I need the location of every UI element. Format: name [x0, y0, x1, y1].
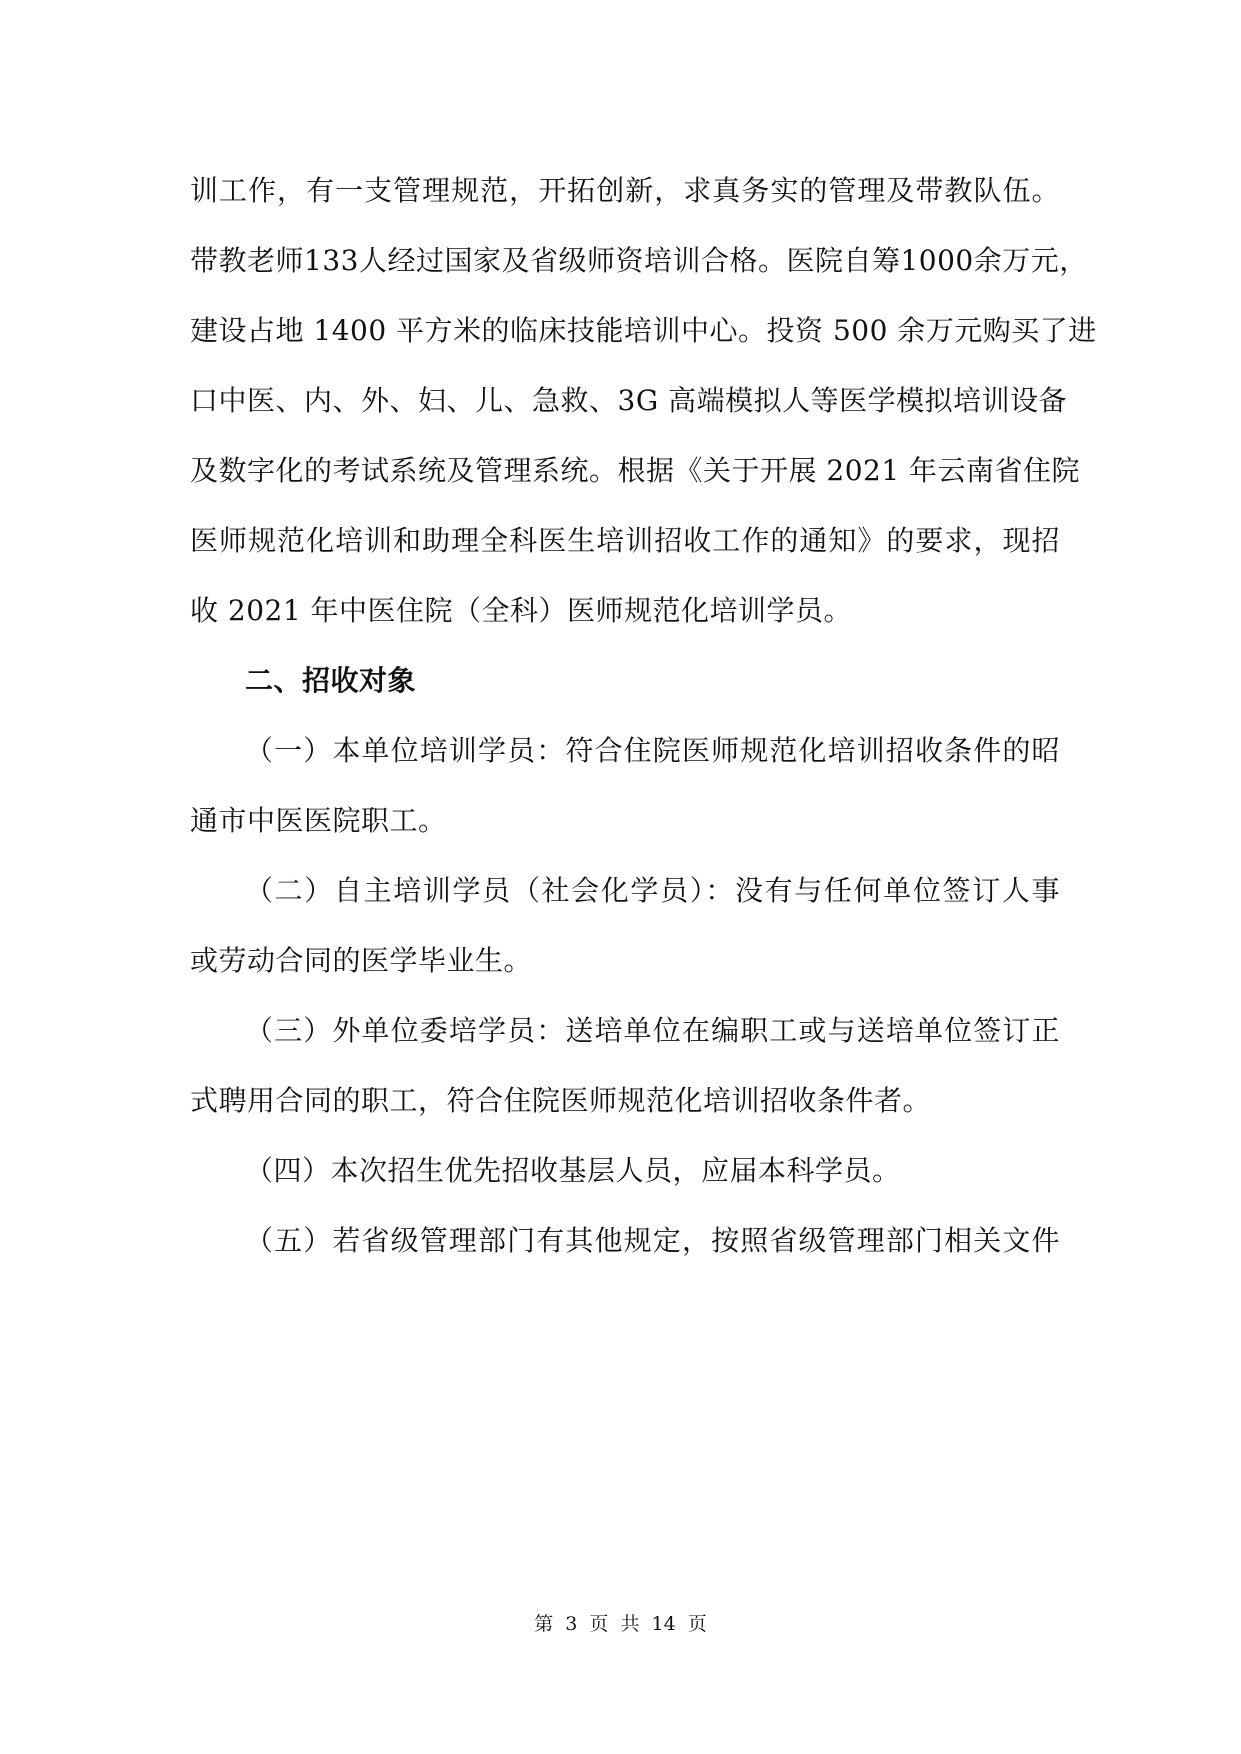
- list-item-line: （一）本单位培训学员：符合住院医师规范化培训招收条件的昭: [245, 734, 1060, 767]
- paragraph-line: 建设占地 1400 平方米的临床技能培训中心。投资 500 余万元购买了进: [190, 314, 1097, 347]
- paragraph-line: 带教老师133人经过国家及省级师资培训合格。医院自筹1000余万元，: [190, 244, 1088, 277]
- section-heading: 二、招收对象: [245, 664, 417, 697]
- paragraph-line: 口中医、内、外、妇、儿、急救、3G 高端模拟人等医学模拟培训设备: [190, 384, 1068, 417]
- list-item-line: （五）若省级管理部门有其他规定，按照省级管理部门相关文件: [245, 1224, 1060, 1257]
- paragraph-line: 医师规范化培训和助理全科医生培训招收工作的通知》的要求，现招: [190, 524, 1060, 557]
- list-item-line: 通市中医医院职工。: [190, 804, 447, 837]
- list-item-line: 或劳动合同的医学毕业生。: [190, 944, 533, 977]
- list-item-line: 式聘用合同的职工，符合住院医师规范化培训招收条件者。: [190, 1084, 932, 1117]
- list-item-line: （三）外单位委培学员：送培单位在编职工或与送培单位签订正: [245, 1014, 1060, 1047]
- list-item-line: （四）本次招生优先招收基层人员，应届本科学员。: [245, 1154, 901, 1187]
- paragraph-line: 及数字化的考试系统及管理系统。根据《关于开展 2021 年云南省住院: [190, 454, 1081, 487]
- paragraph-line: 训工作，有一支管理规范，开拓创新，求真务实的管理及带教队伍。: [190, 174, 1060, 207]
- paragraph-line: 收 2021 年中医住院（全科）医师规范化培训学员。: [190, 594, 853, 627]
- list-item-line: （二）自主培训学员（社会化学员）：没有与任何单位签订人事: [245, 874, 1060, 907]
- page-number-footer: 第 3 页 共 14 页: [534, 1613, 707, 1635]
